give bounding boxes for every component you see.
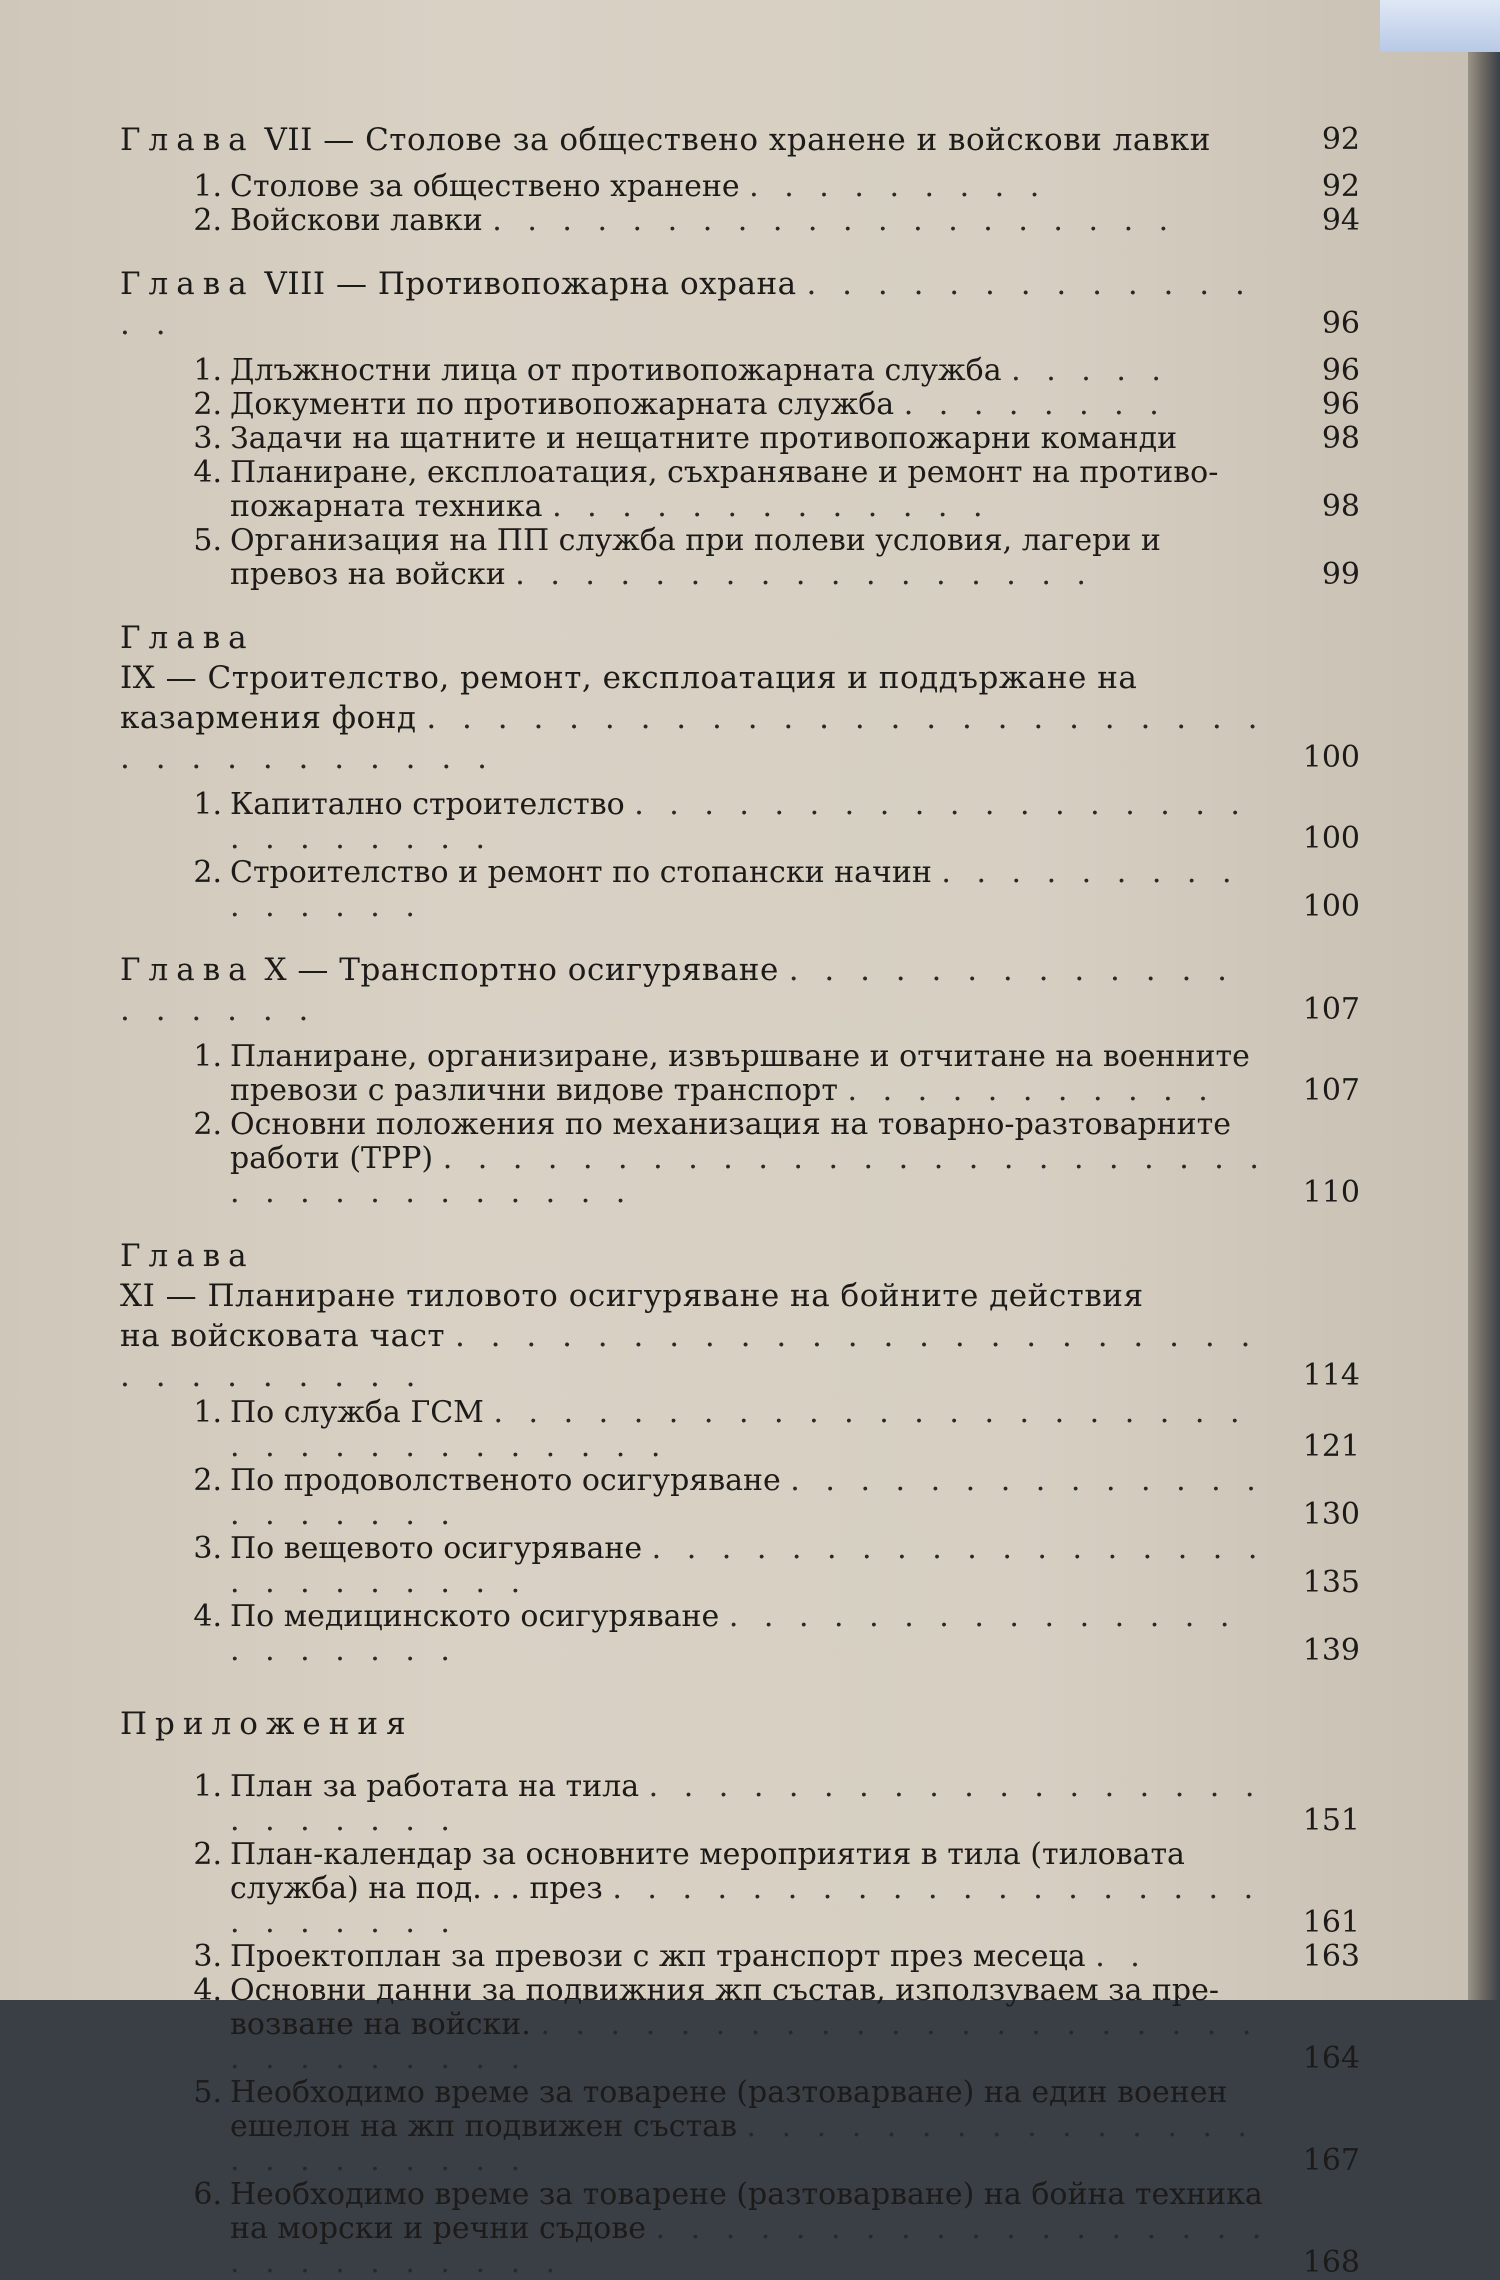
- page-number: 139: [1302, 1633, 1360, 1668]
- item-text: Строителство и ремонт по стопански начин: [230, 855, 932, 890]
- toc-item: [120, 1040, 1360, 1108]
- chapter-word: Глава: [120, 122, 255, 158]
- item-number: 2.: [193, 855, 222, 890]
- item-text: Капитално строителство: [230, 787, 625, 822]
- toc-item: [120, 1770, 1360, 1838]
- toc-item: [120, 1396, 1360, 1464]
- chapter-word: Глава: [120, 1238, 255, 1274]
- chapter-vii: [120, 120, 1360, 238]
- dot-leader: . . . . . . . . . . . . . . . . . . . . . . . . . . . . . . . .: [120, 1318, 1259, 1394]
- item-text: Столове за обществено хранене: [230, 169, 740, 204]
- page-number: 130: [1302, 1497, 1360, 1532]
- appendices-title: Приложения: [120, 1706, 414, 1742]
- page-number: 98: [1321, 489, 1360, 524]
- dot-leader: . . . . . . . .: [903, 387, 1167, 422]
- chapter-word: Глава: [120, 952, 255, 988]
- page-number: 168: [1302, 2245, 1360, 2280]
- page-number: 114: [1302, 1358, 1360, 1393]
- item-text-continued: работи (ТРР): [230, 1141, 434, 1176]
- page-number: 107: [1302, 1073, 1360, 1108]
- chapter-viii: [120, 264, 1360, 592]
- toc-item: [120, 354, 1360, 388]
- item-text-continued: служба) на под. . . през: [230, 1871, 603, 1906]
- chapter-ix: [120, 618, 1360, 924]
- chapter-heading: [120, 264, 1360, 344]
- page-number: 164: [1302, 2041, 1360, 2076]
- page-number: 100: [1302, 740, 1360, 775]
- toc-item: [120, 856, 1360, 924]
- item-number: 6.: [193, 2177, 222, 2212]
- item-number: 1.: [193, 1769, 222, 1804]
- dot-leader: . . . . . . . . . . . . . . .: [230, 855, 1240, 924]
- item-text-continued: превози с различни видове транспорт: [230, 1073, 838, 1108]
- appendices-heading: [120, 1704, 1360, 1744]
- toc-item: [120, 2178, 1360, 2280]
- chapter-x: [120, 950, 1360, 1210]
- item-text: Проектоплан за превози с жп транспорт през месеца: [230, 1939, 1086, 1974]
- book-spine-edge: [1468, 0, 1500, 2000]
- item-text-continued: пожарната техника: [230, 489, 543, 524]
- chapter-heading: [120, 618, 1360, 778]
- dot-leader: . . . . . . . . . . . . . . . . . . . . . . . . . . .: [230, 1531, 1266, 1600]
- item-number: 1.: [193, 169, 222, 204]
- item-number: 1.: [193, 1039, 222, 1074]
- chapter-title-continued: на войсковата част: [120, 1318, 446, 1354]
- background-paper-corner: [1380, 0, 1500, 52]
- toc-item: [120, 1940, 1360, 1974]
- item-text-continued: ешелон на жп подвижен състав: [230, 2109, 737, 2144]
- item-number: 4.: [193, 455, 222, 490]
- item-number: 5.: [193, 2075, 222, 2110]
- dot-leader: . . . . . . . . . . . . . . . . . . . . . . . . . . . . . .: [230, 2007, 1260, 2076]
- dot-leader: . . . . .: [1011, 353, 1169, 388]
- toc-item: [120, 1600, 1360, 1668]
- item-text: Основни данни за подвижния жп състав, използуваем за пре-: [230, 1973, 1220, 2008]
- item-number: 3.: [193, 1939, 222, 1974]
- dot-leader: . . . . . . . . . . . . . . . . . . . . . . . . . . . .: [230, 2211, 1270, 2280]
- item-number: 1.: [193, 787, 222, 822]
- item-text: Документи по противопожарната служба: [230, 387, 895, 422]
- toc-item: [120, 1974, 1360, 2076]
- item-number: 3.: [193, 1531, 222, 1566]
- item-number: 2.: [193, 1463, 222, 1498]
- toc-item: [120, 1838, 1360, 1940]
- dot-leader: . . . . . . . . .: [749, 169, 1048, 204]
- item-text-continued: превоз на войски: [230, 557, 506, 592]
- page-number: 163: [1302, 1939, 1360, 1974]
- page-number: 92: [1321, 169, 1360, 204]
- page-number: 96: [1321, 353, 1360, 388]
- item-text: Войскови лавки: [230, 203, 483, 238]
- item-text: По служба ГСМ: [230, 1395, 484, 1430]
- item-number: 1.: [193, 353, 222, 388]
- chapter-title: VII — Столове за обществено хранене и войскови лавки: [264, 122, 1211, 158]
- item-text: Планиране, организиране, извършване и отчитане на военните: [230, 1039, 1250, 1074]
- toc-item: [120, 456, 1360, 524]
- toc-item: [120, 1532, 1360, 1600]
- chapter-heading: [120, 1236, 1360, 1396]
- chapter-title: X — Транспортно осигуряване: [264, 952, 779, 988]
- item-number: 2.: [193, 1107, 222, 1142]
- dot-leader: . . . . . . . . . . . . . . .: [120, 266, 1253, 342]
- item-text: Организация на ПП служба при полеви условия, лагери и: [230, 523, 1161, 558]
- item-text-continued: возване на войски.: [230, 2007, 531, 2042]
- item-number: 4.: [193, 1973, 222, 2008]
- dot-leader: . . . . . . . . . . .: [847, 1073, 1216, 1108]
- item-text-continued: на морски и речни съдове: [230, 2211, 647, 2246]
- item-number: 2.: [193, 1837, 222, 1872]
- appendices: [120, 1704, 1360, 2280]
- page-number: 99: [1321, 557, 1360, 592]
- dot-leader: . . . . . . . . . . . . . . . . . . . . . . . . . . . . . . . . . . .: [120, 700, 1266, 776]
- item-text: План-календар за основните мероприятия в тила (тиловата: [230, 1837, 1185, 1872]
- page-number: 92: [1321, 122, 1360, 157]
- dot-leader: . . . . . . . . . . . . . . . . .: [515, 557, 1094, 592]
- item-text: По вещевото осигуряване: [230, 1531, 643, 1566]
- item-text: Планиране, експлоатация, съхраняване и ремонт на противо-: [230, 455, 1219, 490]
- dot-leader: . . . . . . . . . . . . . . . . . . . . . . . . . .: [230, 787, 1248, 856]
- page-number: 96: [1321, 387, 1360, 422]
- toc-item: [120, 1464, 1360, 1532]
- dot-leader: . . . . . . . . . . . . . . . . . . . . . . . . .: [230, 1769, 1263, 1838]
- chapter-xi: [120, 1236, 1360, 1668]
- chapter-word: Глава: [120, 620, 255, 656]
- table-of-contents: [120, 120, 1360, 2280]
- page-number: 107: [1302, 992, 1360, 1027]
- item-number: 3.: [193, 421, 222, 456]
- page-number: 151: [1302, 1803, 1360, 1838]
- chapter-title-continued: казармения фонд: [120, 700, 417, 736]
- item-number: 5.: [193, 523, 222, 558]
- dot-leader: . . . . . . . . . . . . . . . . . . . . . . . .: [230, 2109, 1256, 2178]
- toc-item: [120, 170, 1360, 204]
- item-number: 1.: [193, 1395, 222, 1430]
- item-text: Задачи на щатните и нещатните противопожарни команди: [230, 421, 1178, 456]
- page-number: 100: [1302, 821, 1360, 856]
- page-number: 161: [1302, 1905, 1360, 1940]
- item-text: План за работата на тила: [230, 1769, 640, 1804]
- toc-item: [120, 204, 1360, 238]
- item-text: По медицинското осигуряване: [230, 1599, 720, 1634]
- page-number: 167: [1302, 2143, 1360, 2178]
- dot-leader: . . . . . . . . . . . . . . . . . . . .: [492, 203, 1177, 238]
- dot-leader: . . . . . . . . . . . . . . . . . . . . . . . . . . . . . . . . . . .: [230, 1395, 1248, 1464]
- toc-item: [120, 2076, 1360, 2178]
- item-text: По продоволственото осигуряване: [230, 1463, 781, 1498]
- item-number: 4.: [193, 1599, 222, 1634]
- chapter-title: VIII — Противопожарна охрана: [264, 266, 797, 302]
- page-number: 98: [1321, 421, 1360, 456]
- toc-item: [120, 524, 1360, 592]
- chapter-word: Глава: [120, 266, 255, 302]
- dot-leader: . . . . . . . . . . . . . . . . . . . . .: [230, 1463, 1264, 1532]
- page-number: 110: [1302, 1175, 1360, 1210]
- dot-leader: . . . . . . . . . . . . . . . . . . . . . .: [230, 1599, 1238, 1668]
- dot-leader: . . . . . . . . . . . . . . . . . . .: [120, 952, 1236, 1028]
- toc-item: [120, 422, 1360, 456]
- item-text: Основни положения по механизация на товарно-разтоварните: [230, 1107, 1232, 1142]
- dot-leader: . . . . . . . . . . . . .: [552, 489, 991, 524]
- chapter-heading: [120, 120, 1360, 160]
- dot-leader: . .: [1095, 1939, 1148, 1974]
- chapter-title: IX — Строителство, ремонт, експлоатация и поддържане на: [120, 660, 1138, 696]
- toc-item: [120, 388, 1360, 422]
- dot-leader: . . . . . . . . . . . . . . . . . . . . . . . . . .: [230, 1871, 1262, 1940]
- chapter-heading: [120, 950, 1360, 1030]
- item-number: 2.: [193, 387, 222, 422]
- page-number: 121: [1302, 1429, 1360, 1464]
- item-text: Необходимо време за товарене (разтоварване) на бойна техника: [230, 2177, 1263, 2212]
- chapter-title: XI — Планиране тиловото осигуряване на бойните действия: [120, 1278, 1144, 1314]
- page-number: 96: [1321, 306, 1360, 341]
- dot-leader: . . . . . . . . . . . . . . . . . . . . . . . . . . . . . . . . . . . .: [230, 1141, 1267, 1210]
- page-number: 100: [1302, 889, 1360, 924]
- page-number: 94: [1321, 203, 1360, 238]
- toc-item: [120, 1108, 1360, 1210]
- toc-item: [120, 788, 1360, 856]
- page-number: 135: [1302, 1565, 1360, 1600]
- item-number: 2.: [193, 203, 222, 238]
- item-text: Длъжностни лица от противопожарната служба: [230, 353, 1002, 388]
- item-text: Необходимо време за товарене (разтоварване) на един военен: [230, 2075, 1228, 2110]
